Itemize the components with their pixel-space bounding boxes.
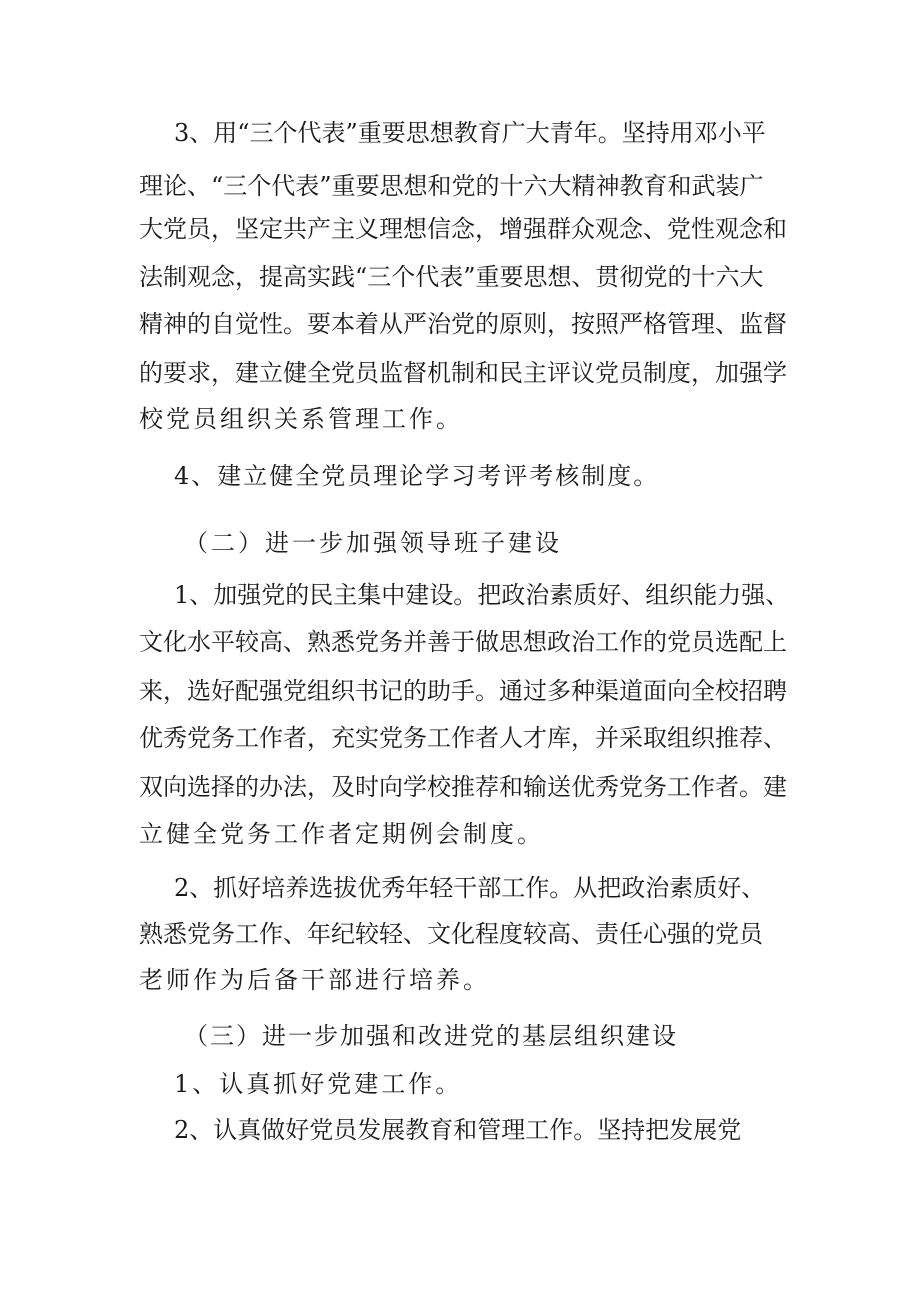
paragraph-line: 大党员，坚定共产主义理想信念，增强群众观念、党性观念和 xyxy=(139,215,787,243)
paragraph-line: 理论、“三个代表”重要思想和党的十六大精神教育和武装广 xyxy=(139,172,764,200)
paragraph-line: 优秀党务工作者，充实党务工作者人才库，并采取组织推荐、 xyxy=(139,724,787,752)
paragraph-line: 来，选好配强党组织书记的助手。通过多种渠道面向全校招聘 xyxy=(139,677,787,705)
paragraph-line: 2、抓好培养选拔优秀年轻干部工作。从把政治素质好、 xyxy=(174,874,766,902)
section-heading: （三）进一步加强和改进党的基层组织建设 xyxy=(184,1022,678,1050)
paragraph-line: 的要求，建立健全党员监督机制和民主评议党员制度，加强学 xyxy=(139,359,787,387)
section-heading: （二）进一步加强领导班子建设 xyxy=(184,529,562,557)
paragraph-line: 文化水平较高、熟悉党务并善于做思想政治工作的党员选配上 xyxy=(139,628,787,656)
paragraph-line: 校党员组织关系管理工作。 xyxy=(139,405,463,433)
paragraph-line: 立健全党务工作者定期例会制度。 xyxy=(139,820,544,848)
paragraph-line: 1、认真抓好党建工作。 xyxy=(174,1070,463,1098)
paragraph-line: 4、建立健全党员理论学习考评考核制度。 xyxy=(174,462,660,490)
paragraph-line: 熟悉党务工作、年纪较轻、文化程度较高、责任心强的党员 xyxy=(139,920,763,948)
paragraph-line: 2、认真做好党员发展教育和管理工作。坚持把发展党 xyxy=(174,1116,742,1144)
paragraph-line: 3、用“三个代表”重要思想教育广大青年。坚持用邓小平 xyxy=(174,119,766,147)
paragraph-line: 法制观念，提高实践“三个代表”重要思想、贯彻党的十六大 xyxy=(139,263,764,291)
paragraph-line: 双向选择的办法，及时向学校推荐和输送优秀党务工作者。建 xyxy=(139,773,787,801)
paragraph-line: 精神的自觉性。要本着从严治党的原则，按照严格管理、监督 xyxy=(139,310,787,338)
paragraph-line: 1、加强党的民主集中建设。把政治素质好、组织能力强、 xyxy=(174,581,790,609)
paragraph-line: 老师作为后备干部进行培养。 xyxy=(139,966,490,994)
